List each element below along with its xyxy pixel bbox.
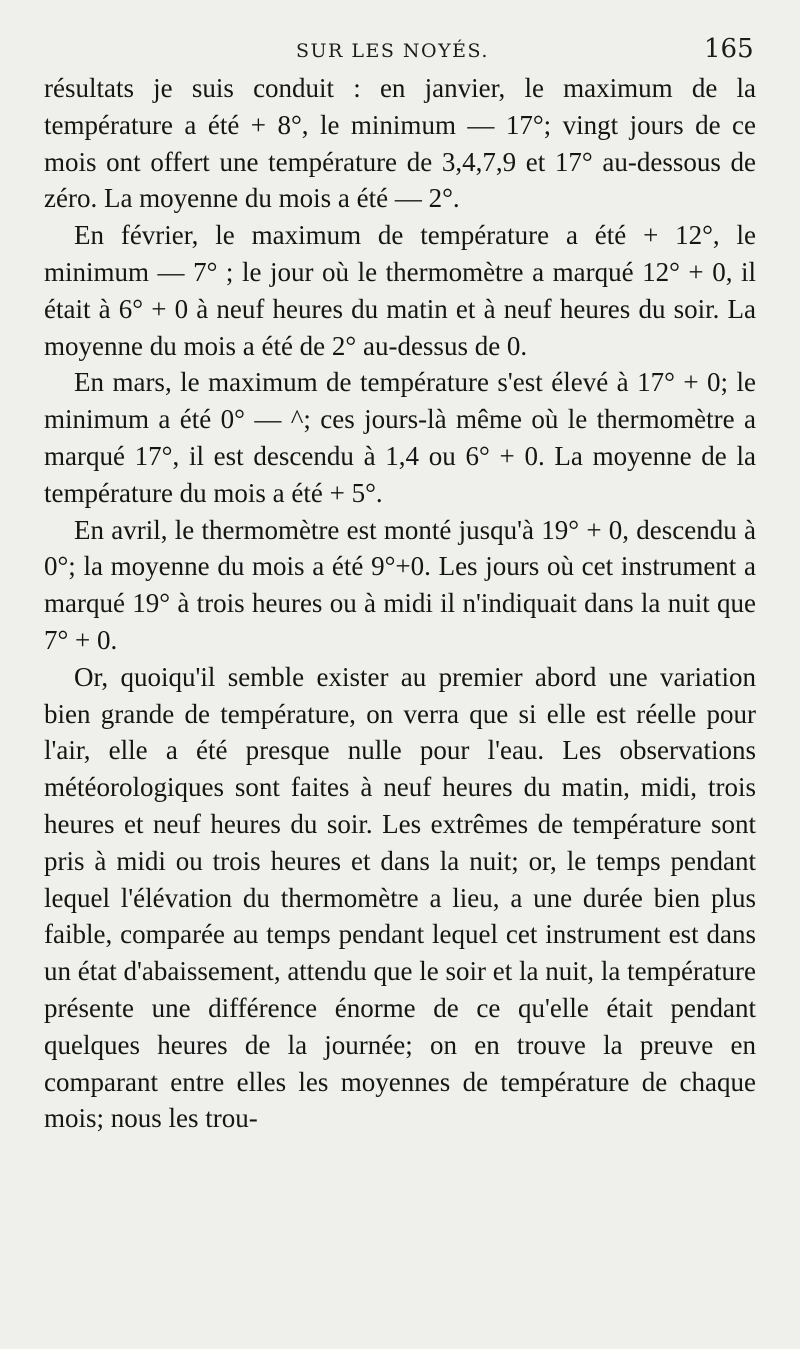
body-text [44,70,756,1137]
page-number: 165 [704,34,754,64]
paragraph-2: En février, le maximum de température a été + 12°, le minimum — 7° ; le jour où le thermomètre a marqué 12° + 0, il était à 6° + 0 à neuf heures du matin et à neuf heures du soir. La moyenne du mois a été de 2° au-dessus de 0. [44,220,756,361]
page-header [0,30,800,70]
paragraph-5: Or, quoiqu'il semble exister au premier abord une variation bien grande de température, on verra que si elle est réelle pour l'air, elle a été presque nulle pour l'eau. Les observations météorologiques sont faites à neuf heures du matin, midi, trois heures et neuf heures du soir. Les extrêmes de température sont pris à midi ou trois heures et dans la nuit; or, le temps pendant lequel l'élévation du thermomètre a lieu, a une durée bien plus faible, comparée au temps pendant lequel cet instrument est dans un état d'abaissement, attendu que le soir et la nuit, la température présente une différence énorme de ce qu'elle était pendant quelques heures de la journée; on en trouve la preuve en comparant entre elles les moyennes de température de chaque mois; nous les trou- [44,661,756,1134]
paragraph-3: En mars, le maximum de température s'est élevé à 17° + 0; le minimum a été 0° — ^; ces jours-là même où le thermomètre a marqué 17°, il est descendu à 1,4 ou 6° + 0. La moyenne de la température du mois a été + 5°. [44,367,756,508]
paragraph-4: En avril, le thermomètre est monté jusqu'à 19° + 0, descendu à 0°; la moyenne du mois a été 9°+0. Les jours où cet instrument a marqué 19° à trois heures ou à midi il n'indiquait dans la nuit que 7° + 0. [44,514,756,655]
paragraph-1: résultats je suis conduit : en janvier, le maximum de la température a été + 8°, le minimum — 17°; vingt jours de ce mois ont offert une température de 3,4,7,9 et 17° au-dessous de zéro. La moyenne du mois a été — 2°. [44,73,756,214]
running-head: SUR LES NOYÉS. [296,40,489,62]
